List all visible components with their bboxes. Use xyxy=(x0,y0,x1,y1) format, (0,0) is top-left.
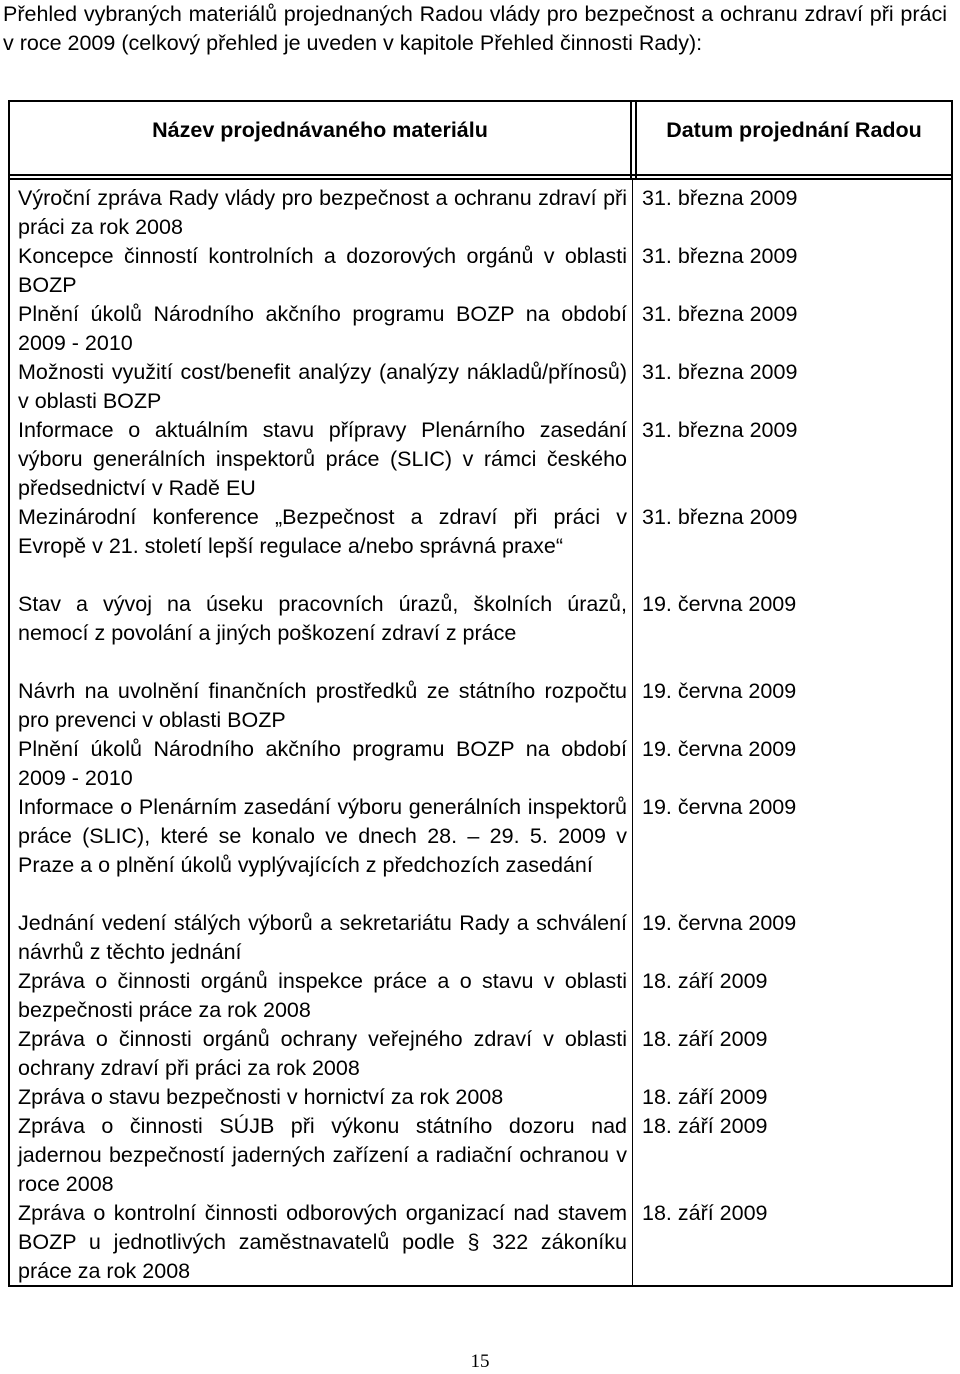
intro-paragraph: Přehled vybraných materiálů projednaných Radou vlády pro bezpečnost a ochranu zdraví při práci v roce 2009 (celkový přehled je uveden v kapitole Přehled činnosti Rady): xyxy=(3,2,947,55)
material-date: 19. června 2009 xyxy=(642,795,797,819)
material-name: Stav a vývoj na úseku pracovních úrazů, školních úrazů, nemocí z povolání a jiných poškození zdraví z práce xyxy=(18,592,627,645)
material-date: 18. září 2009 xyxy=(642,1085,768,1109)
material-name: Možnosti využití cost/benefit analýzy (analýzy nákladů/přínosů) v oblasti BOZP xyxy=(18,360,627,413)
material-name: Zpráva o činnosti orgánů inspekce práce a o stavu v oblasti bezpečnosti práce za rok 2008 xyxy=(18,969,627,1022)
material-name: Zpráva o činnosti SÚJB při výkonu státního dozoru nad jadernou bezpečností jaderných zařízení a radiační ochranou v roce 2008 xyxy=(18,1114,627,1196)
material-date: 18. září 2009 xyxy=(642,1027,768,1051)
page-number: 15 xyxy=(470,1351,490,1372)
material-date: 31. března 2009 xyxy=(642,244,798,268)
material-name: Jednání vedení stálých výborů a sekretariátu Rady a schválení návrhů z těchto jednání xyxy=(18,911,627,964)
material-date: 19. června 2009 xyxy=(642,911,797,935)
material-date: 31. března 2009 xyxy=(642,418,798,442)
material-name: Plnění úkolů Národního akčního programu BOZP na období 2009 - 2010 xyxy=(18,302,627,355)
material-date: 31. března 2009 xyxy=(642,505,798,529)
material-name: Zpráva o kontrolní činnosti odborových organizací nad stavem BOZP u jednotlivých zaměstnavatelů podle § 322 zákoníku práce za rok 2008 xyxy=(18,1201,627,1283)
material-date: 18. září 2009 xyxy=(642,1114,768,1138)
header-divider xyxy=(10,174,951,176)
material-name: Zpráva o činnosti orgánů ochrany veřejného zdraví v oblasti ochrany zdraví při práci za rok 2008 xyxy=(18,1027,627,1080)
material-name: Zpráva o stavu bezpečnosti v hornictví za rok 2008 xyxy=(18,1085,504,1109)
table-header xyxy=(10,102,951,178)
material-date: 18. září 2009 xyxy=(642,1201,768,1225)
material-name: Koncepce činností kontrolních a dozorových orgánů v oblasti BOZP xyxy=(18,244,627,297)
material-date: 19. června 2009 xyxy=(642,737,797,761)
material-name: Informace o aktuálním stavu přípravy Plenárního zasedání výboru generálních inspektorů práce (SLIC) v rámci českého předsednictví v Radě EU xyxy=(18,418,627,500)
material-date: 19. června 2009 xyxy=(642,592,797,616)
header-date: Datum projednání Radou xyxy=(635,102,951,178)
material-date: 31. března 2009 xyxy=(642,302,798,326)
material-name: Návrh na uvolnění finančních prostředků ze státního rozpočtu pro prevenci v oblasti BOZP xyxy=(18,679,627,732)
column-divider xyxy=(632,178,633,1285)
material-date: 19. června 2009 xyxy=(642,679,797,703)
material-date: 31. března 2009 xyxy=(642,186,798,210)
header-divider xyxy=(10,178,951,180)
material-name: Výroční zpráva Rady vlády pro bezpečnost a ochranu zdraví při práci za rok 2008 xyxy=(18,186,627,239)
material-name: Mezinárodní konference „Bezpečnost a zdraví při práci v Evropě v 21. století lepší regulace a/nebo správná praxe“ xyxy=(18,505,627,558)
material-date: 31. března 2009 xyxy=(642,360,798,384)
material-name: Informace o Plenárním zasedání výboru generálních inspektorů práce (SLIC), které se konalo ve dnech 28. – 29. 5. 2009 v Praze a o plnění úkolů vyplývajících z předchozích zasedání xyxy=(18,795,627,877)
header-material-name: Název projednávaného materiálu xyxy=(10,102,632,178)
material-date: 18. září 2009 xyxy=(642,969,768,993)
material-name: Plnění úkolů Národního akčního programu BOZP na období 2009 - 2010 xyxy=(18,737,627,790)
materials-table xyxy=(8,100,953,1287)
